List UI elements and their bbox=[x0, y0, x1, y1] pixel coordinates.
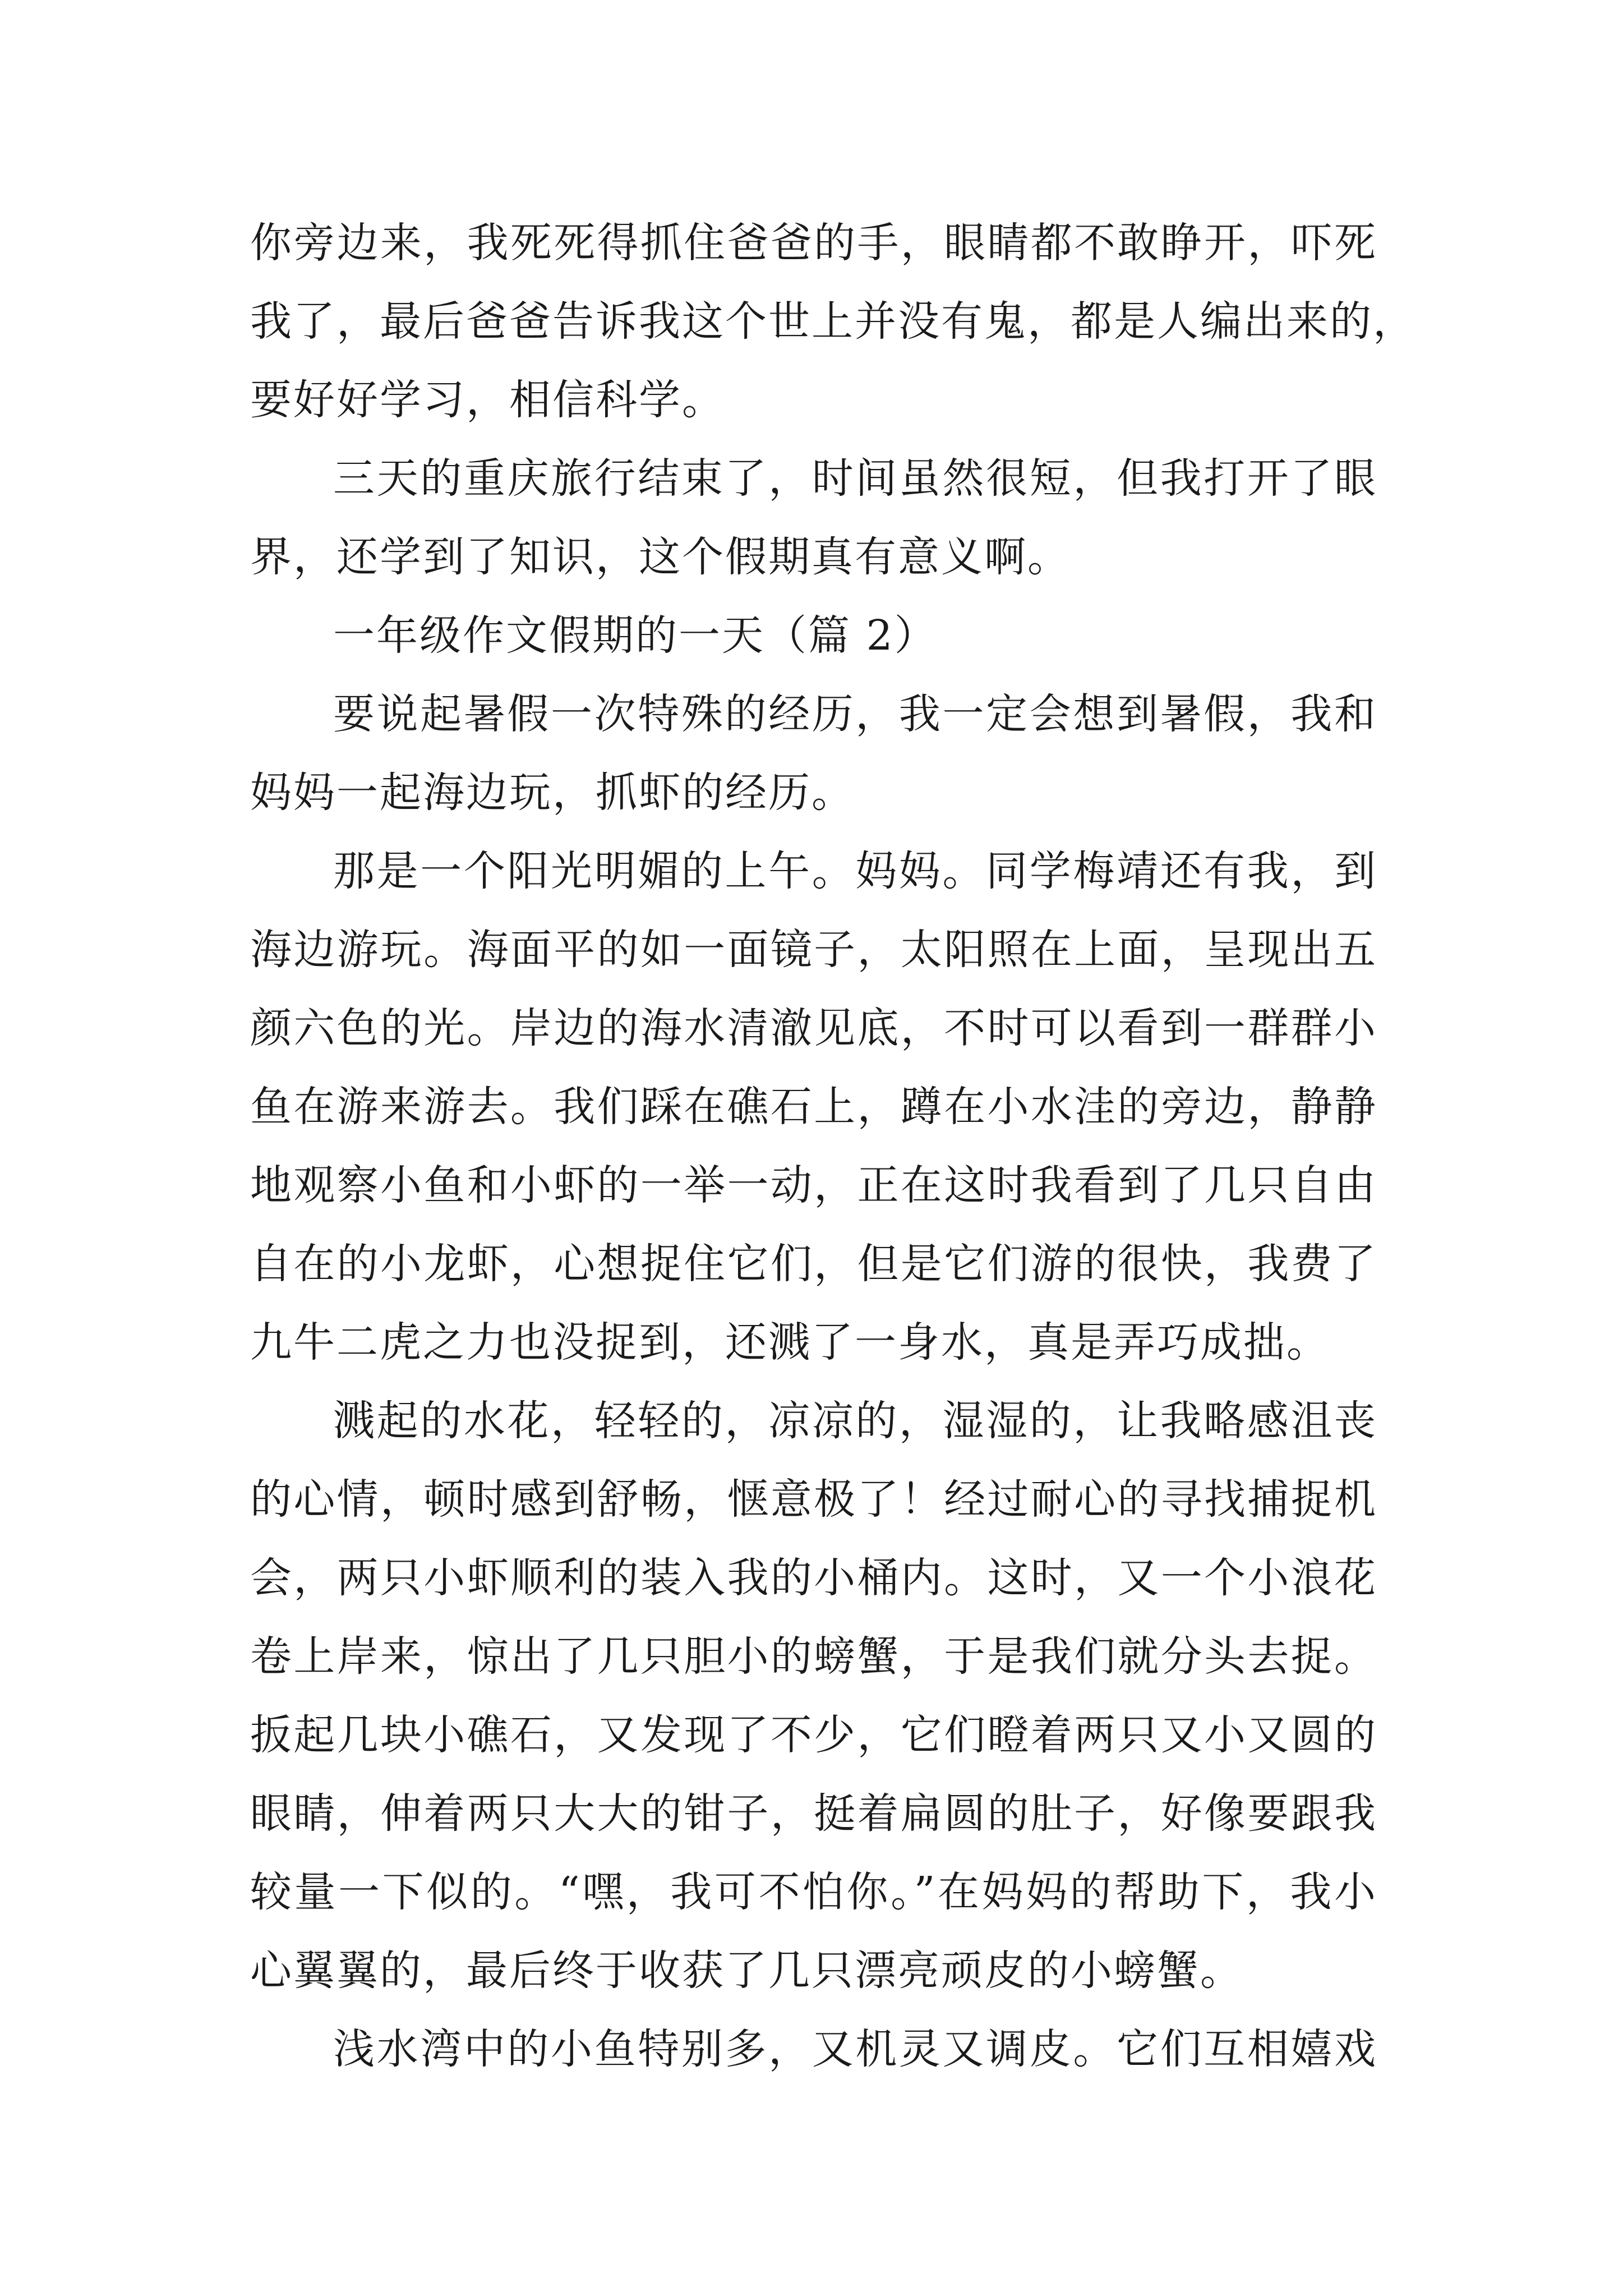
text-line: 鱼在游来游去。我们踩在礁石上，蹲在小水洼的旁边，静静 bbox=[250, 1083, 1377, 1131]
section-heading: 一年级作文假期的一天（篇 2） bbox=[333, 611, 938, 660]
text-line: 九牛二虎之力也没捉到，还溅了一身水，真是弄巧成拙。 bbox=[250, 1318, 1330, 1366]
text-line: 的心情，顿时感到舒畅，惬意极了！经过耐心的寻找捕捉机 bbox=[250, 1475, 1377, 1524]
text-line: 较量一下似的。“嘿，我可不怕你。”在妈妈的帮助下，我小 bbox=[250, 1868, 1377, 1916]
text-line: 眼睛，伸着两只大大的钳子，挺着扁圆的肚子，好像要跟我 bbox=[250, 1789, 1377, 1838]
article-body bbox=[250, 204, 1416, 2088]
text-line: 地观察小鱼和小虾的一举一动，正在这时我看到了几只自由 bbox=[250, 1161, 1377, 1209]
text-line: 妈妈一起海边玩，抓虾的经历。 bbox=[250, 769, 855, 817]
text-line: 自在的小龙虾，心想捉住它们，但是它们游的很快，我费了 bbox=[250, 1240, 1377, 1288]
text-line: 浅水湾中的小鱼特别多，又机灵又调皮。它们互相嬉戏 bbox=[333, 2025, 1377, 2073]
text-line: 溅起的水花，轻轻的，凉凉的，湿湿的，让我略感沮丧 bbox=[333, 1397, 1377, 1445]
text-line: 会，两只小虾顺利的装入我的小桶内。这时，又一个小浪花 bbox=[250, 1554, 1377, 1602]
text-line: 界，还学到了知识，这个假期真有意义啊。 bbox=[250, 533, 1071, 581]
text-line: 要好好学习，相信科学。 bbox=[250, 376, 725, 424]
text-line: 我了，最后爸爸告诉我这个世上并没有鬼，都是人编出来的， bbox=[250, 297, 1416, 346]
text-line: 要说起暑假一次特殊的经历，我一定会想到暑假，我和 bbox=[333, 690, 1377, 738]
text-line: 颜六色的光。岸边的海水清澈见底，不时可以看到一群群小 bbox=[250, 1004, 1377, 1052]
text-line: 海边游玩。海面平的如一面镜子，太阳照在上面，呈现出五 bbox=[250, 926, 1377, 974]
text-line: 三天的重庆旅行结束了，时间虽然很短，但我打开了眼 bbox=[333, 454, 1377, 503]
text-line: 心翼翼的，最后终于收获了几只漂亮顽皮的小螃蟹。 bbox=[250, 1947, 1243, 1995]
text-line: 扳起几块小礁石，又发现了不少，它们瞪着两只又小又圆的 bbox=[250, 1711, 1377, 1759]
text-line: 卷上岸来，惊出了几只胆小的螃蟹，于是我们就分头去捉。 bbox=[250, 1632, 1377, 1681]
text-line: 那是一个阳光明媚的上午。妈妈。同学梅靖还有我，到 bbox=[333, 847, 1377, 895]
text-line: 你旁边来，我死死得抓住爸爸的手，眼睛都不敢睁开，吓死 bbox=[250, 219, 1377, 267]
